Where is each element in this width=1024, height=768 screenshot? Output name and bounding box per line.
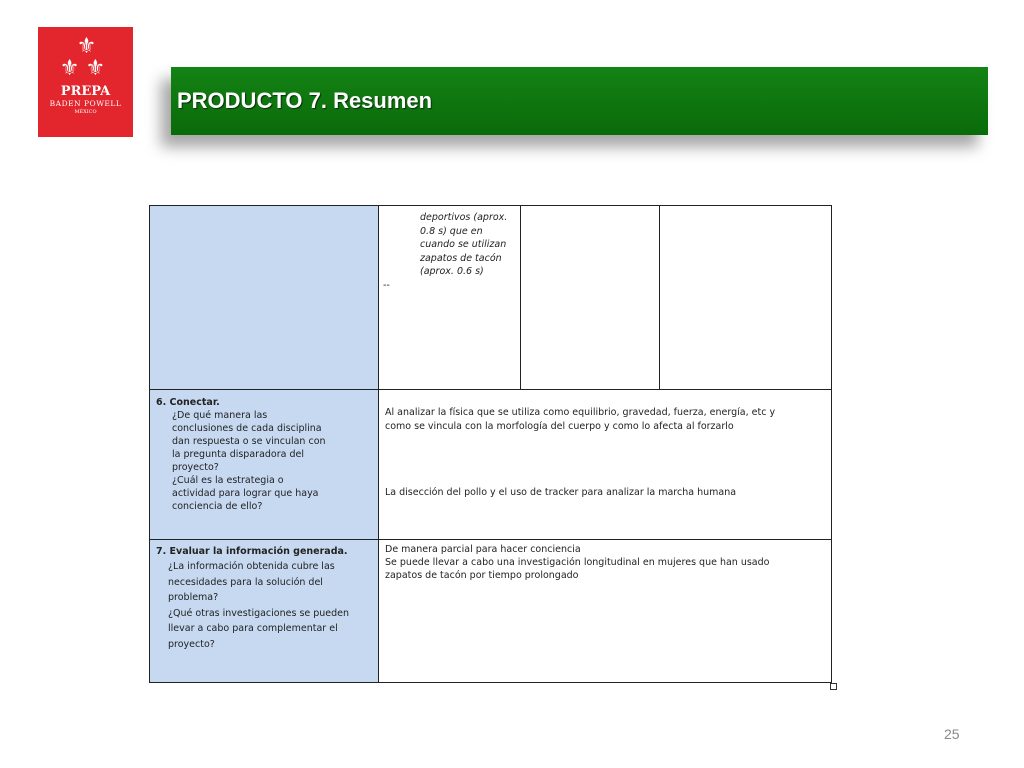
- text-line: ¿Qué otras investigaciones se pueden: [168, 607, 350, 619]
- row6-label-cell: [150, 390, 379, 540]
- row7-answer-cell: [379, 540, 832, 683]
- school-logo: [38, 27, 133, 137]
- text-line: zapatos de tacón por tiempo prolongado: [385, 570, 579, 581]
- text-line: Al analizar la física que se utiliza como equilibrio, gravedad, fuerza, energía, etc y: [385, 407, 776, 418]
- table-row: [150, 540, 832, 683]
- text-line: proyecto?: [168, 638, 215, 650]
- text-line: De manera parcial para hacer conciencia: [385, 544, 581, 555]
- logo-subtitle: BADEN POWELL: [49, 99, 122, 108]
- row1-content-cell: [379, 206, 521, 390]
- text-line: conclusiones de cada disciplina: [172, 423, 322, 434]
- text-line: ¿De qué manera las: [172, 410, 268, 421]
- slide-title: PRODUCTO 7. Resumen: [177, 88, 433, 113]
- text-line: (aprox. 0.6 s): [420, 266, 484, 277]
- title-bar: [171, 67, 988, 135]
- text-line: ¿Cuál es la estrategia o: [172, 475, 284, 486]
- row1-label-cell: [150, 206, 379, 390]
- row6-heading: 6. Conectar.: [156, 397, 220, 408]
- logo-country: MÉXICO: [74, 109, 97, 115]
- row1-empty-cell-3: [521, 206, 660, 390]
- text-line: cuando se utilizan: [420, 239, 507, 250]
- row6-answer-cell: [379, 390, 832, 540]
- resize-handle: [830, 683, 837, 690]
- table-row: [150, 206, 832, 390]
- text-line: dan respuesta o se vinculan con: [172, 436, 326, 447]
- text-line: zapatos de tacón: [420, 252, 502, 264]
- row7-label-cell: [150, 540, 379, 683]
- text-line: actividad para lograr que haya: [172, 488, 319, 499]
- text-line: 0.8 s) que en: [420, 225, 483, 237]
- row1-empty-cell-4: [660, 206, 832, 390]
- text-line: llevar a cabo para complementar el: [168, 623, 338, 634]
- fleur-de-lis-icon: ⚜: [76, 34, 95, 59]
- text-line: deportivos (aprox.: [420, 212, 508, 223]
- text-line: --: [383, 279, 390, 291]
- text-line: problema?: [168, 592, 219, 603]
- fleur-de-lis-icon: ⚜⚜: [59, 56, 112, 81]
- summary-table: [149, 205, 832, 683]
- text-line: la pregunta disparadora del: [172, 449, 304, 460]
- text-line: ¿La información obtenida cubre las: [168, 561, 335, 572]
- row7-heading: 7. Evaluar la información generada.: [156, 546, 348, 557]
- page-number: 25: [944, 726, 960, 742]
- text-line: Se puede llevar a cabo una investigación longitudinal en mujeres que han usado: [385, 557, 770, 568]
- logo-name: PREPA: [60, 84, 111, 99]
- table-row: [150, 390, 832, 540]
- text-line: proyecto?: [172, 462, 219, 473]
- text-line: necesidades para la solución del: [168, 576, 323, 588]
- text-line: La disección del pollo y el uso de tracker para analizar la marcha humana: [385, 487, 737, 498]
- text-line: como se vincula con la morfología del cuerpo y como lo afecta al forzarlo: [385, 421, 734, 432]
- text-line: conciencia de ello?: [172, 501, 263, 512]
